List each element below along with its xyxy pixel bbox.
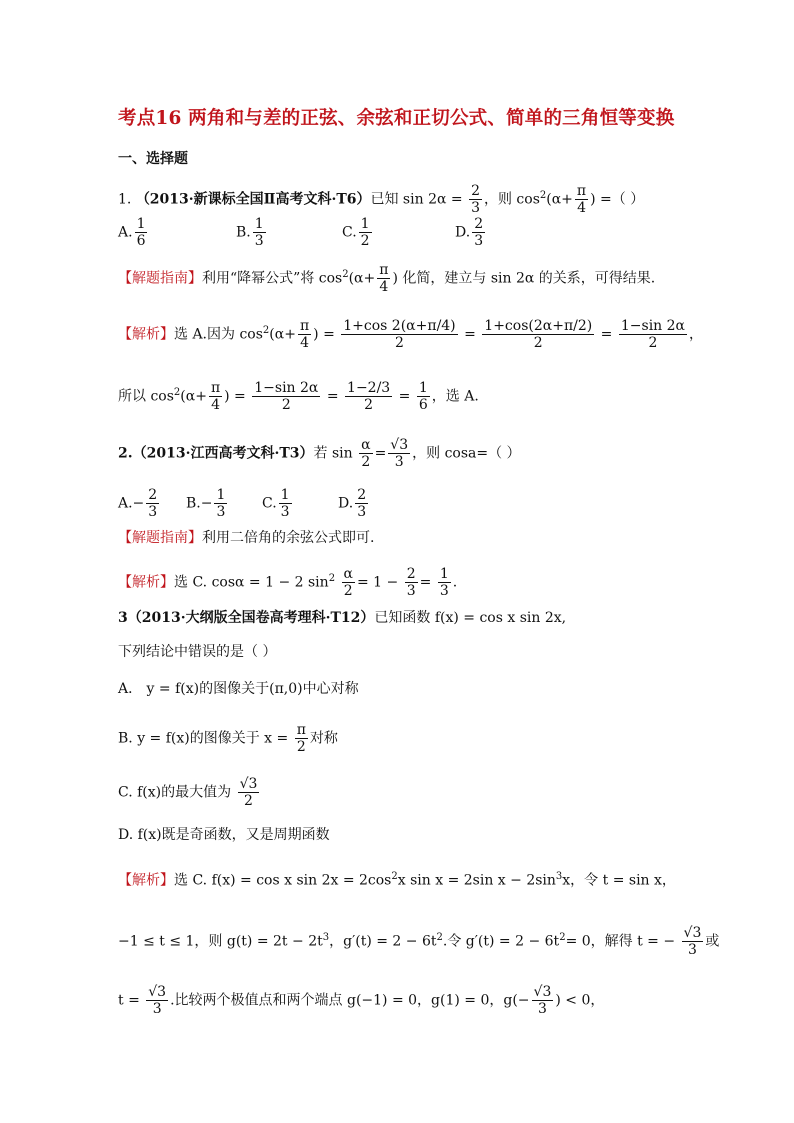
frac-den: 2	[361, 454, 371, 471]
option-frac	[146, 487, 159, 520]
q1-option-c	[342, 216, 374, 249]
frac-den: 4	[379, 279, 389, 296]
superscript-3: 3	[555, 871, 563, 882]
analysis-text-b: .比较两个极值点和两个端点 g(−1) = 0，g(1) = 0，g(−	[170, 992, 530, 1009]
q3-analysis-line-2	[118, 925, 719, 958]
q1-option-b	[236, 216, 268, 249]
analysis-text: 选 C. cosα = 1 − 2 sin	[174, 574, 329, 591]
superscript-2: 2	[328, 572, 336, 584]
q3-prompt: 下列结论中错误的是（ ）	[118, 644, 277, 660]
frac-num: α	[361, 437, 371, 453]
option-label: A.	[118, 224, 133, 241]
option-frac	[253, 216, 266, 249]
frac-num: α	[343, 566, 353, 582]
frac-sqrt3-3	[682, 925, 704, 958]
analysis-tag: 【解析】	[118, 326, 174, 343]
frac-den: 3	[538, 1001, 547, 1018]
frac-num: 1	[439, 566, 449, 582]
guide-tag: 【解题指南】	[118, 530, 202, 546]
analysis-text-c: .令 g′(t) = 2 − 6t	[442, 933, 560, 950]
analysis-frac-2	[482, 318, 594, 351]
option-label: D.	[338, 495, 354, 512]
q1-stem-text-d: ) =（ ）	[590, 191, 645, 208]
option-text-b: 对称	[309, 730, 338, 747]
frac-den: 2	[296, 739, 306, 756]
frac-den: 3	[280, 504, 290, 521]
analysis-text-c: ) < 0，	[555, 992, 605, 1009]
conclusion-text: 所以 cos	[118, 388, 174, 405]
guide-text-c: ) 化简，建立与 sin 2α 的关系，可得结果.	[392, 270, 656, 287]
q1-frac-2-3	[469, 183, 482, 216]
option-frac	[135, 216, 148, 249]
frac-pi-4	[209, 380, 222, 413]
frac-pi-4	[298, 318, 311, 351]
q3-source: （2013·大纲版全国卷高考理科·T12）	[127, 610, 375, 626]
q1-analysis: 【解析】选 A.因为 $\cos^2(\alpha+$ $\frac{\pi}{4}$ ) = $\frac{1+\cos 2(\alpha+\pi/4)}{2}$ = $\frac{1+\cos(2\alpha+\pi/2)}{2}$ = $\frac{1-\sin 2\alpha}{2}$ ，	[118, 318, 704, 352]
superscript-2: 2	[342, 268, 349, 280]
analysis-frac-3	[619, 318, 687, 351]
frac-num: 1	[254, 216, 264, 232]
frac-num: π	[210, 380, 221, 396]
q1-guide	[118, 262, 655, 295]
frac-den: 2	[360, 233, 370, 250]
frac-num: √3	[148, 984, 167, 1000]
q2-analysis	[118, 566, 457, 599]
q3-number: 3	[118, 610, 128, 626]
frac-den: 2	[364, 397, 374, 414]
analysis-text-c: =	[419, 574, 432, 591]
q2-guide	[118, 531, 374, 545]
frac-num: π	[296, 722, 306, 738]
q3-option-d: D. f(x)既是奇函数，又是周期函数	[118, 827, 330, 843]
option-label: D.	[455, 224, 471, 241]
q1-stem-text: 已知 sin 2α =	[370, 191, 463, 208]
frac-num: 2	[148, 487, 158, 503]
frac-pi-2	[295, 722, 308, 755]
frac-num: 1−sin 2α	[620, 318, 686, 334]
frac-2-3	[405, 566, 418, 599]
conclusion-frac-2	[345, 380, 392, 413]
conclusion-end: ，选 A.	[431, 388, 479, 405]
frac-num: 2	[471, 183, 480, 199]
q2-frac-sqrt3-3	[388, 437, 410, 470]
q2-source: （2013·江西高考文科·T3）	[132, 445, 314, 462]
section-heading: 一、选择题	[118, 151, 188, 167]
frac-den: 3	[471, 200, 480, 217]
frac-den: 4	[577, 200, 586, 217]
page-title: 考点16 两角和与差的正弦、余弦和正切公式、简单的三角恒等变换	[118, 108, 675, 129]
q3-option-b	[118, 722, 338, 755]
frac-num: 2	[406, 566, 416, 582]
option-label: A.−	[118, 495, 145, 512]
q2-option-b	[186, 487, 229, 520]
frac-num: √3	[239, 776, 258, 792]
q2-stem-text: 若 sin	[313, 445, 353, 462]
frac-num: 1−sin 2α	[254, 380, 319, 396]
analysis-text-b: x sin x = 2sin x − 2sin	[397, 872, 556, 889]
frac-den: 3	[254, 233, 264, 250]
superscript-2: 2	[559, 931, 566, 943]
q2-frac-alpha-2	[359, 437, 372, 470]
q1-number: 1.	[118, 191, 132, 208]
conclusion-frac-1	[252, 380, 320, 413]
analysis-text-c: ) =	[313, 326, 335, 343]
analysis-text-b: ，g′(t) = 2 − 6t	[329, 933, 437, 950]
q3-analysis	[118, 872, 676, 888]
frac-den: 3	[394, 454, 404, 471]
superscript-2: 2	[391, 871, 398, 882]
analysis-frac-1	[341, 318, 457, 351]
frac-num: 1−2/3	[347, 380, 391, 396]
q2-stem-eq: =	[374, 445, 387, 462]
frac-pi-4	[377, 262, 390, 295]
frac-den: 2	[648, 335, 658, 352]
frac-den: 4	[300, 335, 310, 352]
frac-num: 1	[360, 216, 370, 232]
superscript-2: 2	[173, 386, 181, 398]
option-label: C.	[342, 224, 357, 241]
frac-den: 3	[216, 504, 226, 521]
analysis-text-b: = 1 −	[356, 574, 399, 591]
conclusion-text-b: (α+	[180, 388, 207, 405]
q1-frac-pi-4	[575, 183, 588, 216]
analysis-tag: 【解析】	[118, 574, 174, 591]
q3-option-a: A． y = f(x)的图像关于(π,0)中心对称	[118, 681, 359, 697]
q3-stem-text: 已知函数 f(x) = cos x sin 2x,	[374, 610, 567, 626]
frac-den: 3	[439, 583, 449, 600]
frac-num: √3	[533, 984, 552, 1000]
q2-option-c	[262, 487, 294, 520]
analysis-text-b: (α+	[269, 326, 296, 343]
guide-text: 利用二倍角的余弦公式即可.	[202, 530, 375, 546]
frac-den: 6	[418, 397, 428, 414]
q1-stem-text-c: (α+	[546, 191, 573, 208]
frac-alpha-2	[342, 566, 355, 599]
option-label: C.	[262, 495, 277, 512]
option-text: B. y = f(x)的图像关于 x =	[118, 730, 289, 747]
frac-den: 2	[343, 583, 353, 600]
option-frac	[359, 216, 372, 249]
analysis-text: t =	[118, 992, 140, 1009]
superscript-2: 2	[539, 189, 547, 201]
frac-num: 1	[418, 380, 428, 396]
q3-option-c	[118, 776, 261, 809]
frac-den: 2	[244, 793, 253, 810]
frac-num: 2	[357, 487, 367, 503]
frac-den: 2	[533, 335, 543, 352]
frac-num: 1+cos 2(α+π/4)	[343, 318, 456, 334]
frac-den: 2	[281, 397, 291, 414]
frac-num: π	[299, 318, 310, 334]
q1-source: （2013·新课标全国Ⅱ高考文科·T6）	[135, 191, 371, 208]
analysis-tag: 【解析】	[118, 872, 174, 889]
frac-num: 1+cos(2α+π/2)	[484, 318, 593, 334]
frac-sqrt3-3	[532, 984, 554, 1017]
frac-num: 1	[280, 487, 290, 503]
frac-1-3	[438, 566, 451, 599]
frac-den: 3	[688, 942, 697, 959]
q3-stem	[118, 611, 566, 625]
frac-num: π	[379, 262, 389, 278]
analysis-text: 选 C. f(x) = cos x sin 2x = 2cos	[174, 872, 392, 889]
guide-text-b: (α+	[348, 270, 376, 287]
frac-sqrt3-2	[238, 776, 260, 809]
guide-text: 利用“降幂公式”将 cos	[202, 270, 343, 287]
frac-num: π	[576, 183, 587, 199]
guide-tag: 【解题指南】	[118, 270, 202, 287]
frac-den: 3	[148, 504, 158, 521]
option-frac	[472, 216, 485, 249]
conclusion-text-c: ) =	[224, 388, 246, 405]
q2-stem	[118, 437, 521, 470]
q2-stem-text-c: ，则 cosa=（ ）	[412, 445, 521, 462]
conclusion-frac-3	[417, 380, 430, 413]
frac-den: 3	[406, 583, 416, 600]
frac-den: 3	[357, 504, 367, 521]
option-frac	[279, 487, 292, 520]
frac-den: 3	[474, 233, 484, 250]
superscript-3: 3	[322, 931, 330, 943]
analysis-text: −1 ≤ t ≤ 1，则 g(t) = 2t − 2t	[118, 933, 323, 950]
frac-num: √3	[390, 437, 409, 453]
frac-num: 1	[216, 487, 226, 503]
q2-number: 2.	[118, 445, 133, 462]
frac-sqrt3-3	[146, 984, 168, 1017]
q1-option-a	[118, 216, 149, 249]
option-label: B.	[236, 224, 251, 241]
analysis-text-d: = 0，解得 t = −	[565, 933, 676, 950]
frac-num: √3	[683, 925, 702, 941]
frac-den: 4	[211, 397, 220, 414]
frac-num: 2	[474, 216, 484, 232]
q2-option-a	[118, 487, 161, 520]
q1-stem-text-b: ，则 cos	[483, 191, 540, 208]
frac-den: 3	[152, 1001, 162, 1018]
frac-num: 1	[136, 216, 146, 232]
analysis-text-e: 或	[705, 933, 720, 950]
frac-den: 2	[395, 335, 404, 352]
option-frac	[214, 487, 227, 520]
option-label: B.−	[186, 495, 213, 512]
analysis-text-c: x，令 t = sin x，	[562, 872, 676, 889]
analysis-end: .	[452, 574, 458, 591]
analysis-text: 选 A.因为 cos	[174, 326, 263, 343]
frac-den: 6	[136, 233, 146, 250]
q1-stem	[118, 183, 644, 216]
q3-analysis-line-3	[118, 984, 604, 1017]
superscript-2: 2	[262, 324, 270, 336]
q2-option-d	[338, 487, 370, 520]
option-text: C. f(x)的最大值为	[118, 784, 232, 801]
q1-conclusion: 所以 $\cos^2(\alpha+$ $\frac{\pi}{4}$ ) = $\frac{1-\sin 2\alpha}{2}$ = $\frac{1-2/3}{2}$ = $\frac{1}{6}$ ，选 A.	[118, 380, 479, 414]
q1-option-d	[455, 216, 487, 249]
superscript-2: 2	[436, 931, 443, 943]
option-frac	[355, 487, 368, 520]
